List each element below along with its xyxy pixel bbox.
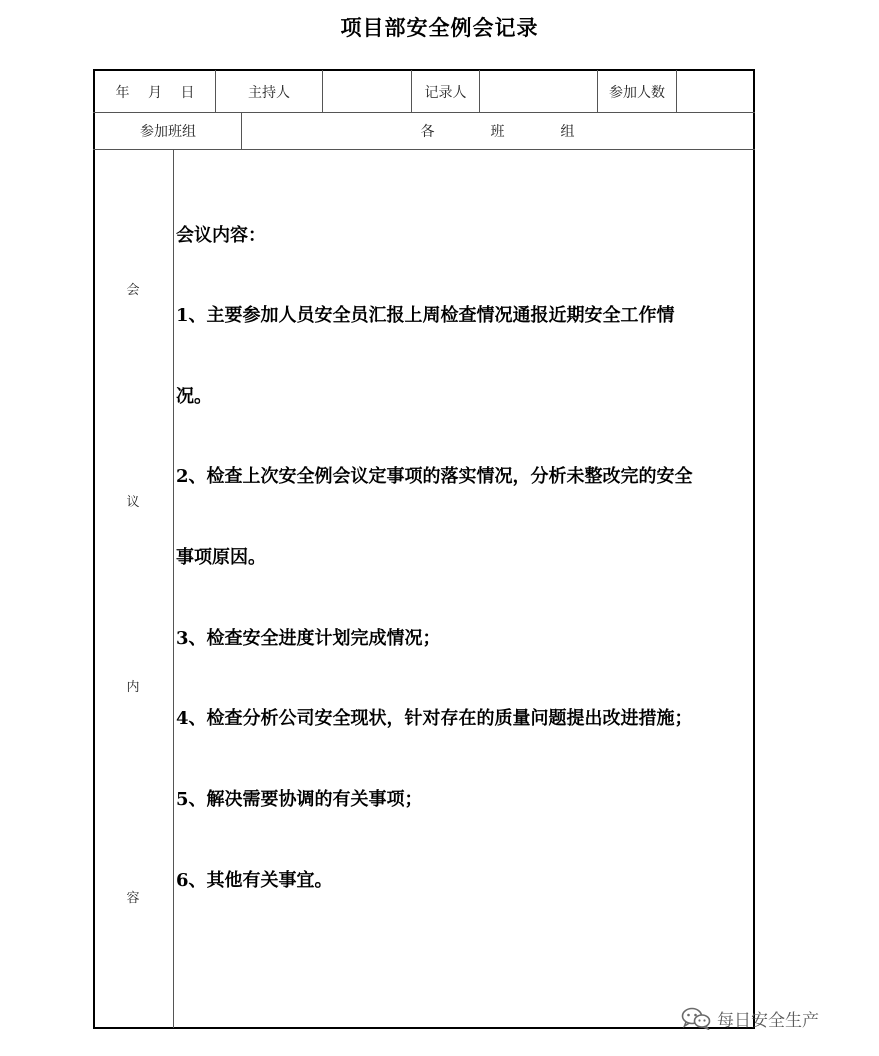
page-title: 项目部安全例会记录	[340, 15, 539, 40]
recorder-label: 记录人	[424, 84, 467, 101]
wechat-icon	[681, 1006, 711, 1030]
meeting-item-line: 况。	[176, 386, 212, 407]
meeting-content-side-label-3: 内	[126, 680, 140, 695]
meeting-item-line: 2、检查上次安全例会议定事项的落实情况，分析未整改完的安全	[176, 466, 693, 487]
meeting-content-side-label-4: 容	[126, 891, 140, 906]
date-label: 年 月 日	[115, 84, 195, 101]
attendees-value[interactable]	[677, 71, 753, 112]
meeting-item-line: 5、解决需要协调的有关事项；	[176, 789, 423, 810]
recorder-value[interactable]	[480, 71, 597, 112]
meeting-content-side-label-1: 会	[126, 283, 140, 298]
groups-label: 参加班组	[140, 124, 196, 140]
meeting-item-line: 3、检查安全进度计划完成情况；	[176, 628, 441, 649]
column-divider	[173, 150, 174, 1028]
host-value[interactable]	[323, 71, 411, 112]
row-divider	[93, 149, 755, 150]
attendees-label: 参加人数	[609, 84, 665, 101]
meeting-content-heading: 会议内容：	[176, 225, 266, 246]
meeting-item-line: 1、主要参加人员安全员汇报上周检查情况通报近期安全工作情	[176, 305, 675, 326]
meeting-item-line: 6、其他有关事宜。	[176, 870, 333, 891]
watermark-text: 每日安全生产	[717, 1010, 819, 1031]
meeting-content-side-label-2: 议	[126, 495, 140, 510]
watermark	[681, 1004, 819, 1032]
meeting-item-line: 4、检查分析公司安全现状，针对存在的质量问题提出改进措施；	[176, 708, 693, 729]
groups-value: 各 班 组	[420, 124, 575, 140]
host-label: 主持人	[248, 84, 290, 101]
meeting-item-line: 事项原因。	[176, 547, 266, 568]
